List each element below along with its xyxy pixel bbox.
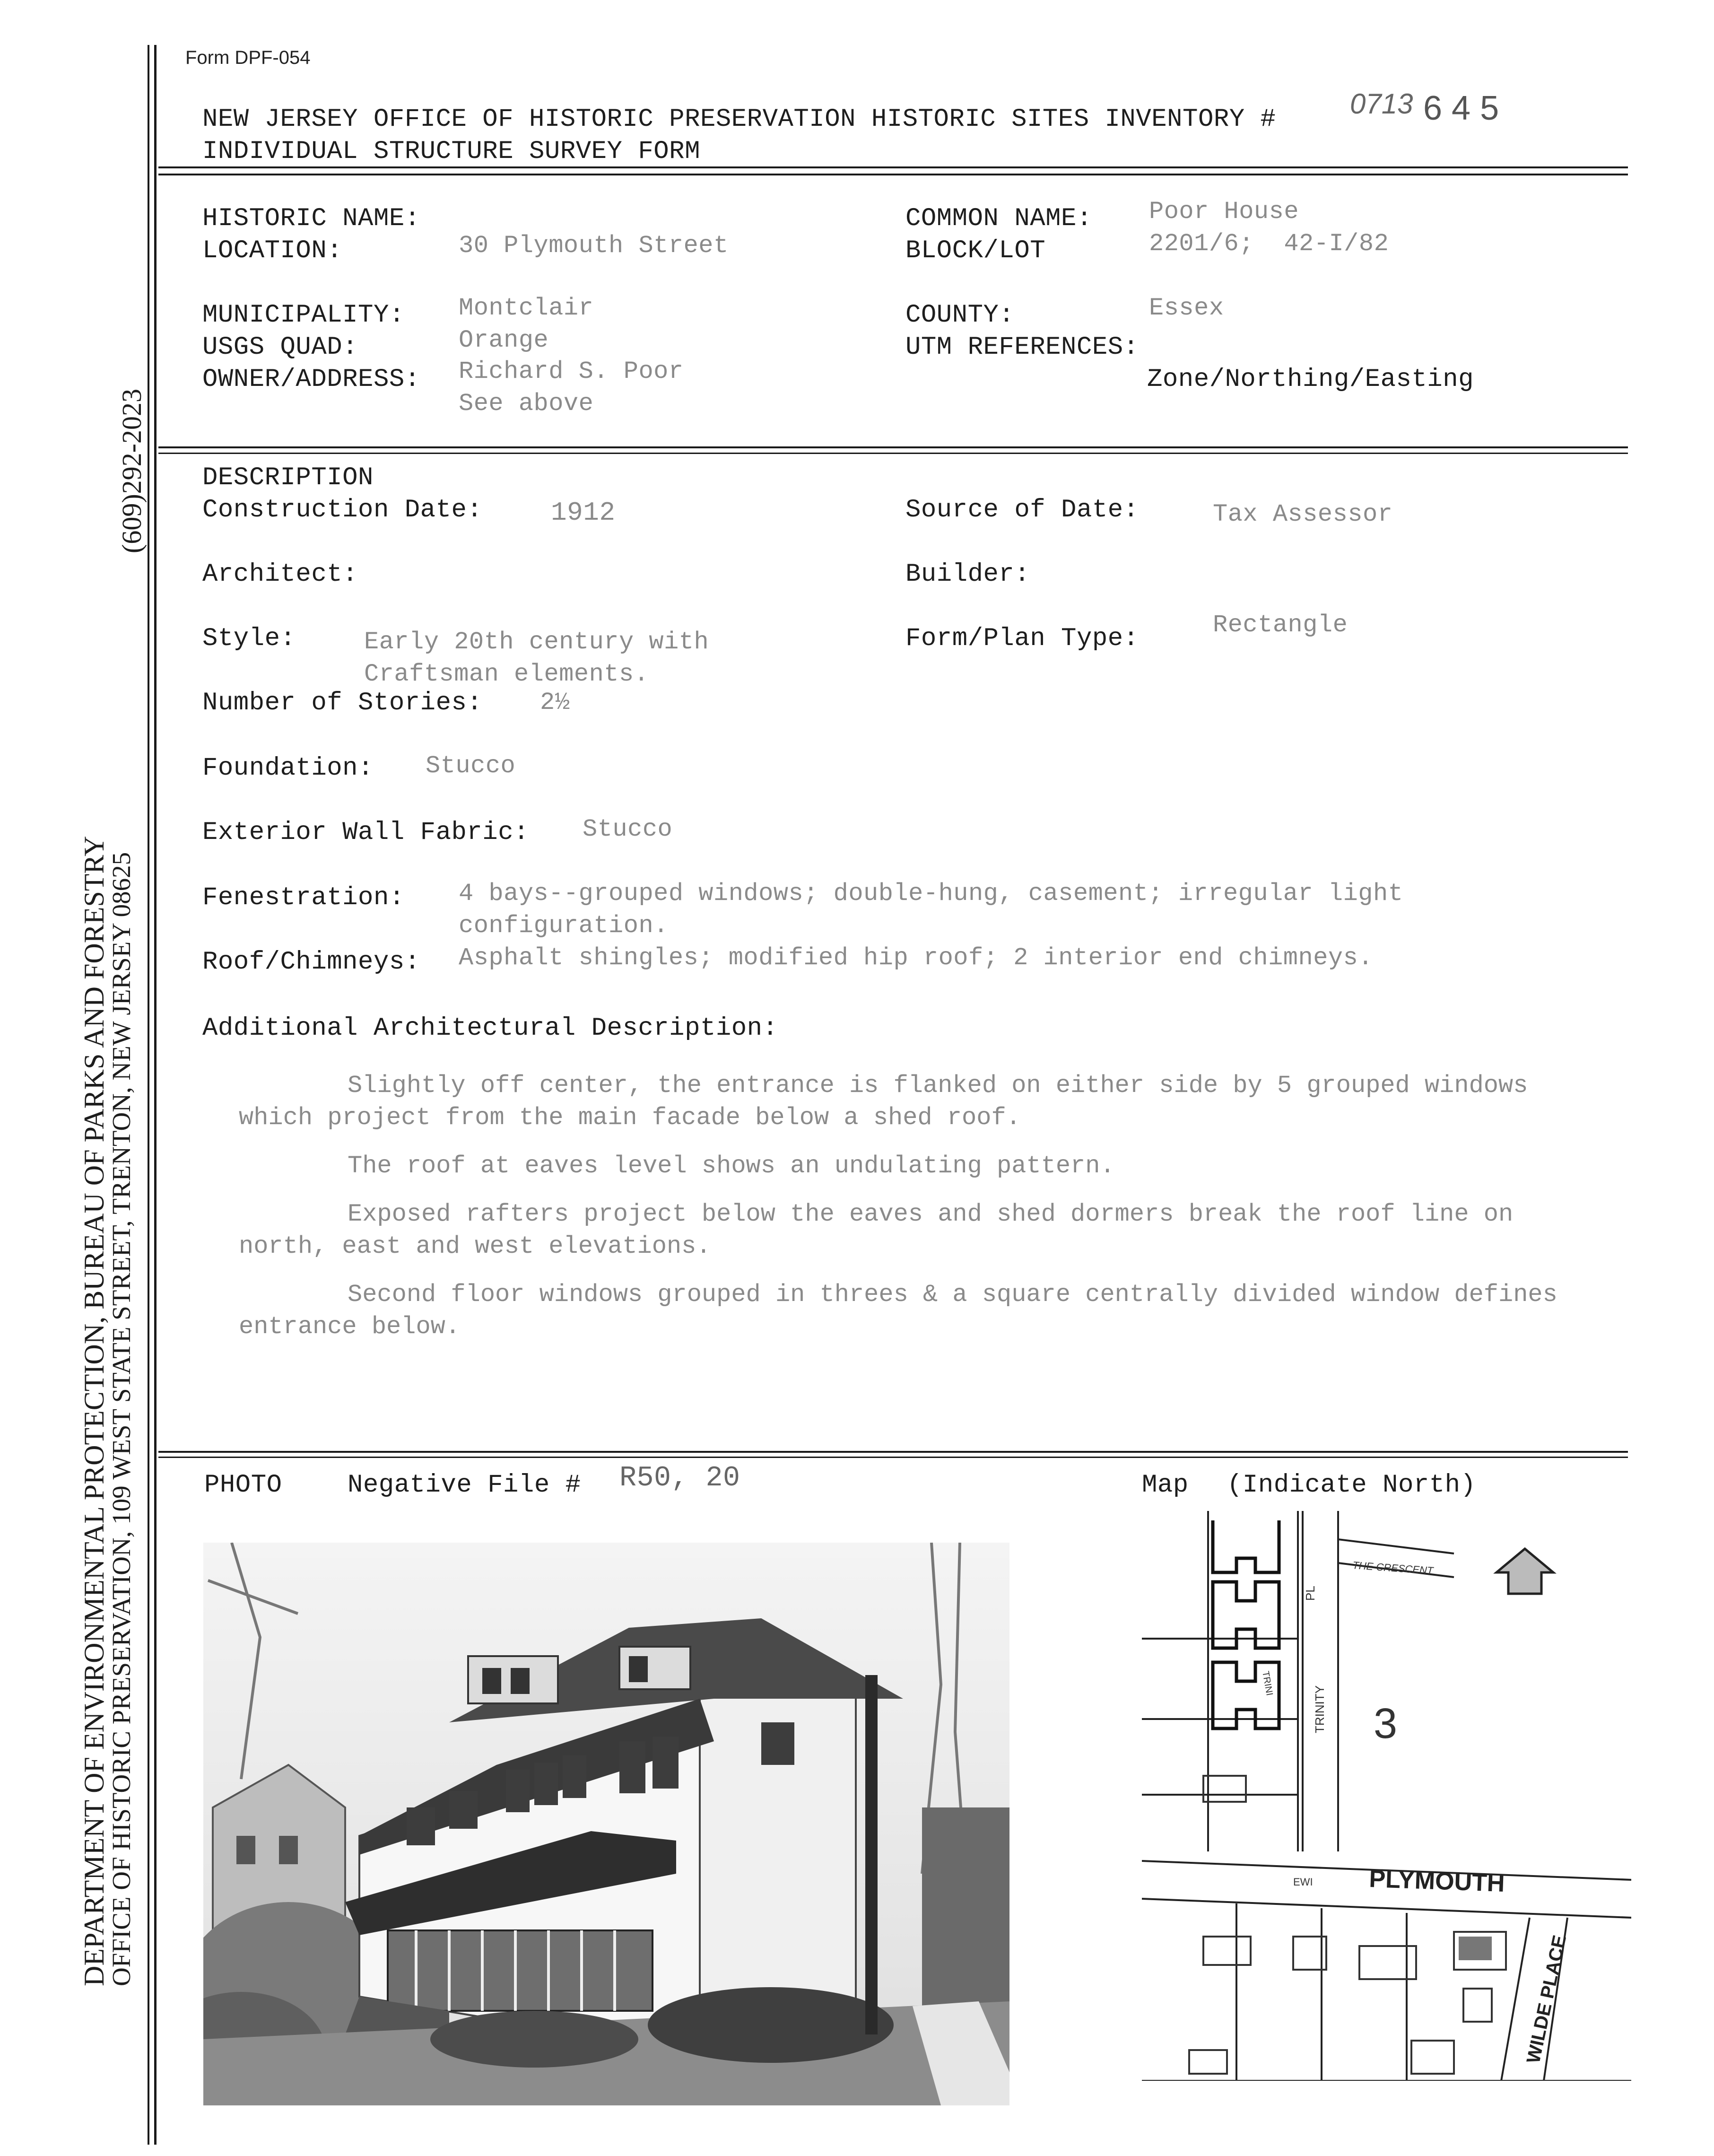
margin-rule-left	[148, 45, 149, 2145]
style-value-line2: Craftsman elements.	[364, 660, 649, 688]
source-of-date-value: Tax Assessor	[1213, 500, 1393, 528]
site-map-drawing	[1142, 1511, 1631, 2081]
form-plan-label: Form/Plan Type:	[905, 624, 1139, 653]
map-label-pl: PL	[1303, 1586, 1317, 1601]
utm-sub: Zone/Northing/Easting	[1147, 365, 1474, 394]
usgs-quad-value: Orange	[459, 326, 549, 354]
description-heading: DESCRIPTION	[202, 463, 374, 492]
photo-label: PHOTO	[204, 1471, 282, 1500]
style-value-line1: Early 20th century with	[364, 628, 709, 656]
style-label: Style:	[202, 624, 296, 653]
map-north-note: (Indicate North)	[1227, 1471, 1476, 1500]
roof-value: Asphalt shingles; modified hip roof; 2 interior end chimneys.	[459, 944, 1374, 972]
map-label-ew: EWI	[1293, 1876, 1313, 1888]
municipality-label: MUNICIPALITY:	[202, 301, 405, 330]
utm-label: UTM REFERENCES:	[905, 333, 1139, 362]
roof-label: Roof/Chimneys:	[202, 948, 420, 977]
negative-file-label: Negative File #	[348, 1471, 581, 1500]
side-department-line: DEPARTMENT OF ENVIRONMENTAL PROTECTION, BUREAU OF PARKS AND FORESTRY	[78, 836, 110, 1986]
inventory-number: 6 4 5	[1423, 89, 1499, 127]
block-lot-value: 2201/6; 42-I/82	[1149, 230, 1389, 258]
paragraph-2: The roof at eaves level shows an undulating pattern.	[348, 1152, 1115, 1180]
foundation-label: Foundation:	[202, 754, 374, 783]
map-label-crescent: THE CRESCENT	[1352, 1559, 1434, 1577]
header-rule-1	[158, 166, 1628, 168]
common-name-label: COMMON NAME:	[905, 204, 1092, 233]
owner-value: Richard S. Poor	[459, 358, 684, 385]
location-label: LOCATION:	[202, 236, 343, 265]
photo-rule-1	[158, 1451, 1628, 1453]
form-plan-value: Rectangle	[1213, 611, 1348, 639]
paragraph-4: Second floor windows grouped in threes & a square centrally divided window defines entrance below.	[239, 1281, 1557, 1341]
form-id: Form DPF-054	[185, 47, 311, 68]
header-rule-2	[158, 174, 1628, 175]
architect-label: Architect:	[202, 560, 358, 589]
wall-fabric-label: Exterior Wall Fabric:	[202, 818, 530, 847]
block-lot-label: BLOCK/LOT	[905, 236, 1046, 265]
paragraph-3: Exposed rafters project below the eaves and shed dormers break the roof line on north, east and west elevations.	[239, 1200, 1514, 1260]
side-phone: (609)292-2023	[116, 389, 147, 553]
historic-name-label: HISTORIC NAME:	[202, 204, 420, 233]
wall-fabric-value: Stucco	[583, 815, 673, 843]
usgs-quad-label: USGS QUAD:	[202, 333, 358, 362]
negative-file-value: R50, 20	[619, 1462, 740, 1494]
side-office-line: OFFICE OF HISTORIC PRESERVATION, 109 WEST STATE STREET, TRENTON, NEW JERSEY 08625	[107, 852, 136, 1986]
municipality-value: Montclair	[459, 294, 594, 322]
inventory-prefix: 0713	[1350, 88, 1413, 120]
county-value: Essex	[1149, 294, 1224, 322]
county-label: COUNTY:	[905, 301, 1015, 330]
map-block-number: 3	[1374, 1700, 1398, 1747]
description-paragraph	[239, 1070, 1610, 1134]
construction-date-value: 1912	[551, 498, 616, 528]
owner-address-value: See above	[459, 390, 594, 418]
owner-label: OWNER/ADDRESS:	[202, 365, 420, 394]
map-label-wilde: WILDE PLACE	[1523, 1933, 1571, 2065]
common-name-value: Poor House	[1149, 198, 1299, 226]
source-of-date-label: Source of Date:	[905, 496, 1139, 524]
description-paragraph	[239, 1198, 1610, 1263]
construction-date-label: Construction Date:	[202, 496, 483, 524]
section-rule-1	[158, 446, 1628, 448]
description-paragraph	[239, 1279, 1610, 1343]
header-subtitle: INDIVIDUAL STRUCTURE SURVEY FORM	[202, 137, 700, 166]
foundation-value: Stucco	[426, 752, 516, 780]
stories-value: 2½	[540, 689, 570, 716]
margin-rule-right	[154, 45, 157, 2145]
stories-label: Number of Stories:	[202, 689, 483, 717]
paragraph-1: Slightly off center, the entrance is flanked on either side by 5 grouped windows which project from the main facade below a shed roof.	[239, 1072, 1528, 1132]
photo-rule-2	[158, 1457, 1628, 1458]
fenestration-value-line2: configuration.	[459, 912, 669, 940]
map-label-plymouth: PLYMOUTH	[1368, 1865, 1505, 1898]
description-paragraph	[239, 1150, 1610, 1182]
map-label: Map	[1142, 1471, 1189, 1500]
house-photo-illustration	[203, 1543, 1009, 2105]
location-value: 30 Plymouth Street	[459, 232, 729, 260]
fenestration-value-line1: 4 bays--grouped windows; double-hung, casement; irregular light	[459, 880, 1403, 908]
header-title: NEW JERSEY OFFICE OF HISTORIC PRESERVATION HISTORIC SITES INVENTORY #	[202, 105, 1276, 134]
additional-description-label: Additional Architectural Description:	[202, 1014, 778, 1043]
map-label-trinity: TRINITY	[1313, 1685, 1327, 1733]
builder-label: Builder:	[905, 560, 1030, 589]
site-map	[1142, 1511, 1631, 2081]
fenestration-label: Fenestration:	[202, 883, 405, 912]
section-rule-2	[158, 453, 1628, 454]
map-label-trini: TRINI	[1260, 1670, 1275, 1697]
house-photo	[203, 1543, 1009, 2105]
